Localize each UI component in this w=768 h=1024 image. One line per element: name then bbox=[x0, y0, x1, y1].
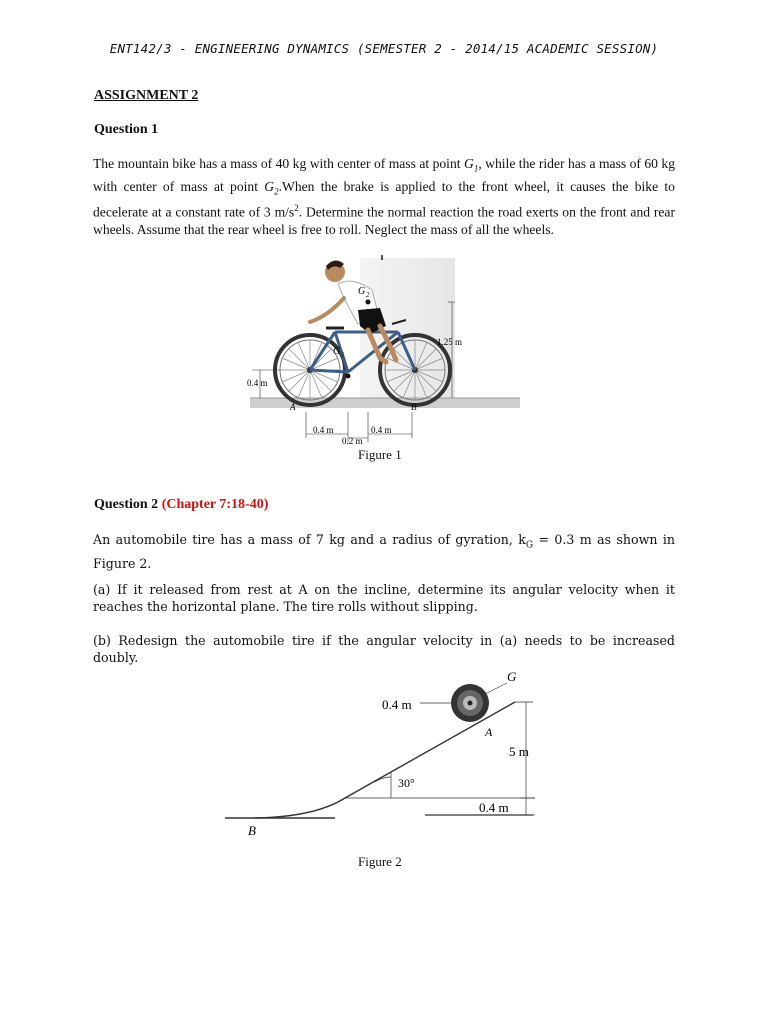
question-2-part-a: (a) If it released from rest at A on the incline, determine its angular velocity when it reaches the horizontal plane. The tire rolls without slipping. bbox=[93, 582, 675, 614]
dim-04-left-label: 0.4 m bbox=[247, 378, 268, 388]
label-height: 5 m bbox=[509, 744, 529, 759]
label-a: A bbox=[485, 725, 493, 739]
tire-icon bbox=[451, 684, 489, 722]
label-g: G bbox=[507, 669, 517, 684]
question-2-title: Question 2 (Chapter 7:18-40) bbox=[94, 497, 269, 512]
point-b-label: B bbox=[411, 402, 417, 412]
dim-04-a-label: 0.4 m bbox=[313, 425, 334, 435]
question-2-part-b: (b) Redesign the automobile tire if the angular velocity in (a) needs to be increased doubly. bbox=[93, 633, 675, 665]
question-2-text: An automobile tire has a mass of 7 kg and a radius of gyration, $k_G = 0.3$ m as shown in Figure 2. bbox=[93, 532, 675, 571]
label-angle: 30° bbox=[398, 776, 415, 790]
label-bottom: 0.4 m bbox=[479, 800, 509, 815]
dim-02-label: 0.2 m bbox=[342, 436, 363, 446]
figure-1-caption: Figure 1 bbox=[358, 447, 402, 462]
label-g1: G bbox=[333, 346, 341, 357]
question-1-text: The mountain bike has a mass of 40 kg with center of mass at point $G_1$, while the rider has a mass of 60 kg with center of mass at point $G_2.When$ the brake is applied to the front wheel, it causes the bike to decelerate at a constant rate of 3 $m/s^2$. Determine the normal reaction the road exerts on the front and rear wheels. Assume that the rear wheel is free to roll. Neglect the mass of all the wheels. bbox=[93, 156, 675, 237]
label-g2-sub: 2 bbox=[366, 291, 370, 299]
assignment-title: ASSIGNMENT 2 bbox=[94, 88, 199, 103]
label-g2: G bbox=[358, 286, 366, 297]
page-header: ENT142/3 - ENGINEERING DYNAMICS (SEMESTER 2 - 2014/15 ACADEMIC SESSION) bbox=[109, 41, 659, 56]
label-radius: 0.4 m bbox=[382, 697, 412, 712]
label-g1-sub: 1 bbox=[341, 351, 345, 359]
question-1-title: Question 1 bbox=[94, 122, 159, 137]
dim-height-label: 1.25 m bbox=[437, 337, 463, 347]
question-2-chapter: (Chapter 7:18-40) bbox=[161, 497, 269, 512]
point-a-label: A bbox=[290, 402, 296, 412]
figure-1-bike-diagram bbox=[240, 250, 530, 450]
figure-2-caption: Figure 2 bbox=[358, 854, 402, 869]
dim-04-b-label: 0.4 m bbox=[371, 425, 392, 435]
label-b: B bbox=[248, 823, 256, 838]
figure-2-incline-diagram bbox=[215, 665, 545, 845]
